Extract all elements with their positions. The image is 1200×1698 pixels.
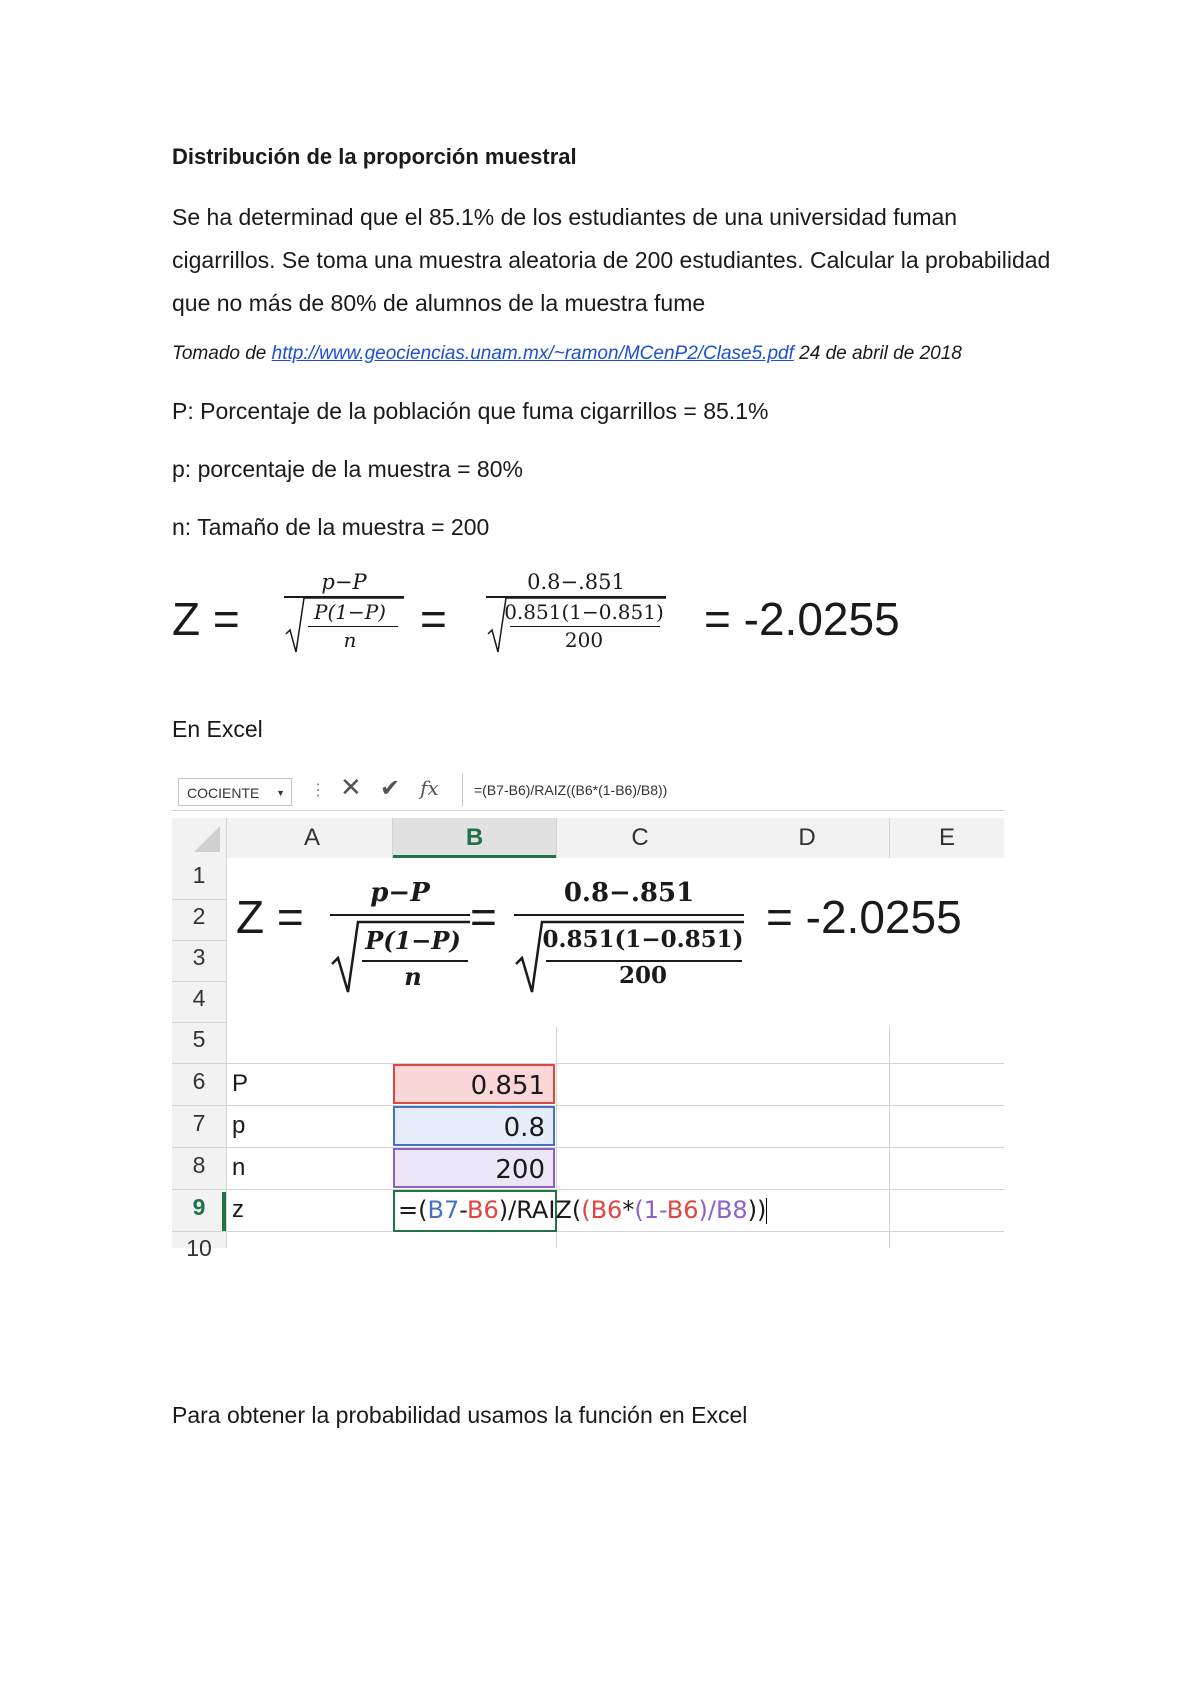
excel-fraction-1-den-top: P(1−P) [365,926,461,955]
fraction-2-numerator: 0.8−.851 [527,570,625,594]
select-all-corner[interactable] [192,824,222,854]
row-header-7[interactable]: 7 [192,1110,206,1136]
definition-n: n: Tamaño de la muestra = 200 [172,514,490,540]
formula-part: )) [747,1196,767,1224]
cell-a9[interactable]: z [232,1196,244,1223]
column-header-e[interactable]: E [938,824,955,851]
definition-P: P: Porcentaje de la población que fuma cigarrillos = 85.1% [172,398,769,424]
citation-prefix: Tomado de [172,343,272,364]
definition-p: p: porcentaje de la muestra = 80% [172,456,523,482]
formula-equals: = [420,593,447,645]
excel-embedded-formula[interactable] [236,880,996,1010]
citation [172,343,962,365]
formula-ref-b6: B6 [467,1196,499,1224]
row-header-6[interactable]: 6 [192,1068,206,1094]
cell-a6[interactable]: P [232,1070,249,1097]
excel-label: En Excel [172,716,263,742]
formula-bar-input[interactable]: =(B7-B6)/RAIZ((B6*(1-B6)/B8)) [474,782,668,798]
name-box-value: COCIENTE [187,785,260,801]
formula-part: * [622,1196,635,1224]
excel-fraction-1-numerator: p−P [370,878,430,908]
formula-bar-grip-icon: ⋮ [310,782,326,799]
row-header-2[interactable]: 2 [192,903,206,929]
fraction-1-numerator: p−P [321,570,367,594]
excel-formula-result: = -2.0255 [766,891,962,943]
citation-date: 24 de abril de 2018 [793,343,962,364]
formula-ref-b6: B6 [590,1196,623,1224]
text-cursor [766,1198,767,1224]
insert-function-icon[interactable]: fx [420,776,439,800]
row-header-9[interactable]: 9 [192,1194,206,1220]
name-box[interactable] [178,778,292,806]
formula-part: =( [398,1196,428,1224]
row-header-3[interactable]: 3 [192,944,206,970]
row-header-8[interactable]: 8 [192,1152,206,1178]
enter-check-icon[interactable]: ✔ [380,775,401,802]
page-title: Distribución de la proporción muestral [172,144,577,169]
row-header-5[interactable]: 5 [192,1026,206,1052]
row-header-10[interactable]: 10 [186,1235,212,1261]
footer-text: Para obtener la probabilidad usamos la función en Excel [172,1402,748,1428]
formula-part: )/ [698,1196,716,1224]
cell-a7[interactable]: p [232,1112,246,1139]
fraction-2-den-top: 0.851(1−0.851) [504,600,664,624]
fraction-1-den-bottom: n [343,628,357,652]
excel-formula-lhs: Z = [236,891,304,943]
fraction-1-den-top: P(1−P) [313,600,386,624]
column-header-b[interactable]: B [465,824,484,851]
excel-formula-equals: = [470,891,497,943]
formula-part: )/RAIZ( [498,1196,582,1224]
excel-fraction-2-den-bottom: 200 [618,962,667,989]
formula-part: - [459,1196,468,1224]
formula-paren: ( [581,1196,591,1224]
row-header-4[interactable]: 4 [192,985,206,1011]
cell-a8[interactable]: n [232,1154,246,1181]
excel-fraction-2-den-top: 0.851(1−0.851) [542,926,744,953]
cell-b9-formula-edit[interactable] [398,1196,767,1224]
name-box-dropdown-icon[interactable]: ▼ [276,788,285,798]
cell-b6[interactable]: 0.851 [393,1064,555,1104]
fraction-2-den-bottom: 200 [564,628,604,652]
excel-fraction-2-numerator: 0.8−.851 [563,878,695,908]
citation-link[interactable]: http://www.geociencias.unam.mx/~ramon/MCenP2/Clase5.pdf [271,343,794,364]
column-header-d[interactable]: D [798,824,816,851]
formula-part: (1- [634,1196,667,1224]
z-formula [172,570,972,670]
row-header-1[interactable]: 1 [192,862,206,888]
column-header-a[interactable]: A [303,824,320,851]
cancel-icon[interactable]: ✕ [340,772,362,802]
cell-b7[interactable]: 0.8 [393,1106,555,1146]
cell-b8[interactable]: 200 [393,1148,555,1188]
formula-result: = -2.0255 [704,593,900,645]
formula-ref-b8: B8 [715,1196,748,1224]
column-header-c[interactable]: C [631,824,649,851]
problem-paragraph: Se ha determinad que el 85.1% de los estudiantes de una universidad fuman cigarrillos. Se toma una muestra aleatoria de 200 estudiantes. Calcular la probabilidad que no más de 80% de alumnos de la muestra fume [172,204,1051,316]
formula-ref-b7: B7 [427,1196,460,1224]
excel-fraction-1-den-bottom: n [404,962,422,991]
formula-ref-b6: B6 [666,1196,699,1224]
formula-lhs: Z = [172,593,240,645]
